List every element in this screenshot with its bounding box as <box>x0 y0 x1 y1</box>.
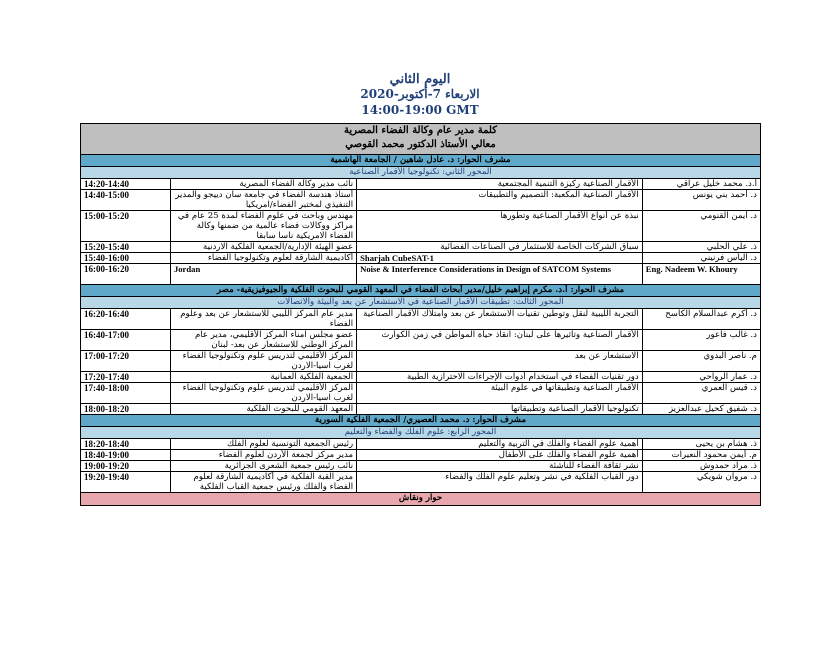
talk-title: أهمية علوم الفضاء والفلك في التربية والتعليم <box>357 439 643 450</box>
speaker-affiliation: أكاديمية الشارقة لعلوم وتكنولوجيا الفضاء <box>170 253 356 264</box>
speaker-affiliation: المعهد القومي للبحوث الفلكية <box>170 404 356 415</box>
schedule-row <box>81 351 761 372</box>
session1-moderator <box>81 155 761 167</box>
speaker-name: أ.د. محمد خليل عراقي <box>642 179 760 190</box>
speaker-name: د. شفيق كحيل عبدالعزيز <box>642 404 760 415</box>
day-title: اليوم الثاني <box>389 72 451 87</box>
time-line: 14:00-19:00 GMT <box>361 103 479 117</box>
talk-title: الأقمار الصناعية وتطبيقاتها في علوم البيئة <box>357 383 643 404</box>
speaker-name: د. الياس فرنيني <box>642 253 760 264</box>
session-time: 16:40-17:00 <box>81 330 171 351</box>
session2-moderator-text: مشرف الحوار: أ.د. مكرم إبراهيم خليل/مدير أبحاث الفضاء في المعهد القومي للبحوث الفلكية والجيوفيزيقية- مصر <box>81 285 761 297</box>
session1-axis-text: المحور الثاني: تكنولوجيا الأقمار الصناعية <box>81 167 761 179</box>
speaker-name: ذ. هشام بن يحيى <box>642 439 760 450</box>
opening-row <box>81 124 761 155</box>
session-time: 17:00-17:20 <box>81 351 171 372</box>
session-time: 16:20-16:40 <box>81 309 171 330</box>
talk-title: الأقمار الصناعية ركيزة التنمية المجتمعية <box>357 179 643 190</box>
speaker-name: د. عمار الرواحي <box>642 372 760 383</box>
speaker-affiliation: نائب مدير وكالة الفضاء المصرية <box>170 179 356 190</box>
schedule-row <box>81 253 761 264</box>
session-time: 15:40-16:00 <box>81 253 171 264</box>
talk-title: دور تقنيات الفضاء في استخدام أدوات الإجراءات الاحترازية الطبية <box>357 372 643 383</box>
schedule-row <box>81 264 761 285</box>
session-time: 15:00-15:20 <box>81 211 171 242</box>
schedule-row <box>81 330 761 351</box>
speaker-affiliation: مدير عام المركز الليبي للاستشعار عن بعد وعلوم الفضاء <box>170 309 356 330</box>
closing-row-text: حوار ونقاش <box>81 493 761 506</box>
schedule-row <box>81 472 761 493</box>
talk-title: Noise & Interference Considerations in Design of SATCOM Systems <box>357 264 643 285</box>
speaker-name: د. أحمد بني يونس <box>642 190 760 211</box>
speaker-name: د. أكرم عبدالسلام الكاسح <box>642 309 760 330</box>
date-line: الاربعاء 7-أكتوبر-2020 <box>360 87 480 101</box>
talk-title: نبذة عن أنواع الأقمار الصناعية وتطورها <box>357 211 643 242</box>
schedule-row <box>81 461 761 472</box>
speaker-affiliation: مدير مركز لجمعة الأردن لعلوم الفضاء <box>170 450 356 461</box>
speaker-affiliation: مدير القبة الفلكية في أكاديمية الشارقة لعلوم الفضاء والفلك ورئيس جمعية القباب الفلكية <box>170 472 356 493</box>
talk-title: الأقمار الصناعية المكعبة: التصميم والتطبيقات <box>357 190 643 211</box>
session-time: 15:20-15:40 <box>81 242 171 253</box>
schedule-row <box>81 179 761 190</box>
session-time: 17:40-18:00 <box>81 383 171 404</box>
speaker-name: د. قيس العمري <box>642 383 760 404</box>
speaker-name: Eng. Nadeem W. Khoury <box>642 264 760 285</box>
session3-axis <box>81 427 761 439</box>
schedule-row <box>81 439 761 450</box>
speaker-affiliation: الجمعية الفلكية العمانية <box>170 372 356 383</box>
opening-line2: معالي الأستاذ الدكتور محمد القوصي <box>345 139 496 150</box>
schedule-row <box>81 190 761 211</box>
session-time: 14:20-14:40 <box>81 179 171 190</box>
talk-title: أهمية علوم الفضاء والفلك على الأطفال <box>357 450 643 461</box>
schedule-row <box>81 450 761 461</box>
closing-row <box>81 493 761 506</box>
session1-axis <box>81 167 761 179</box>
session2-axis <box>81 297 761 309</box>
session3-axis-text: المحور الرابع: علوم الفلك والفضاء والتعليم <box>81 427 761 439</box>
speaker-affiliation: رئيس الجمعية التونسية لعلوم الفلك <box>170 439 356 450</box>
session2-moderator <box>81 285 761 297</box>
talk-title: دور القباب الفلكية في نشر وتعليم علوم الفلك والفضاء <box>357 472 643 493</box>
session1-moderator-text: مشرف الحوار: د. عادل شاهين / الجامعة الهاشمية <box>81 155 761 167</box>
speaker-name: د. أيمن القنومي <box>642 211 760 242</box>
session-time: 19:20-19:40 <box>81 472 171 493</box>
speaker-affiliation: Jordan <box>170 264 356 285</box>
session-time: 18:00-18:20 <box>81 404 171 415</box>
speaker-affiliation: المركز الأقليمي لتدريس علوم وتكنولوجيا الفضاء لغرب اسيا-الاردن <box>170 383 356 404</box>
talk-title: نشر ثقافة الفضاء للناشئة <box>357 461 643 472</box>
speaker-affiliation: عضو مجلس امناء المركز الأقليمي، مدير عام المركز الوطني للاستشعار عن بعد- لبنان <box>170 330 356 351</box>
speaker-affiliation: مهندس وباحث في علوم الفضاء لمدة 25 عام في مراكز ووكالات فضاء عالمية من ضمنها وكالة الفضاء الامريكية ناسا سابقا <box>170 211 356 242</box>
talk-title: تكنولوجيا الأقمار الصناعية وتطبيقاتها <box>357 404 643 415</box>
opening-line1: كلمة مدير عام وكالة الفضاء المصرية <box>343 125 498 136</box>
session-time: 14:40-15:00 <box>81 190 171 211</box>
speaker-name: د. مروان شويكي <box>642 472 760 493</box>
talk-title: الأقمار الصناعية وتأثيرها على لبنان: انقاذ حياة المواطن في زمن الكوارث <box>357 330 643 351</box>
schedule-row <box>81 242 761 253</box>
session-time: 18:20-18:40 <box>81 439 171 450</box>
talk-title: الاستشعار عن بعد <box>357 351 643 372</box>
session-time: 16:00-16:20 <box>81 264 171 285</box>
session-time: 18:40-19:00 <box>81 450 171 461</box>
talk-title: التجربة الليبية لنقل وتوطين تقنيات الاستشعار عن بعد وامتلاك الأقمار الصناعية <box>357 309 643 330</box>
schedule-row <box>81 372 761 383</box>
schedule-row <box>81 383 761 404</box>
speaker-affiliation: المركز الأقليمي لتدريس علوم وتكنولوجيا الفضاء لغرب اسيا-الاردن <box>170 351 356 372</box>
speaker-affiliation: نائب رئيس جمعية الشعرى الجزائرية <box>170 461 356 472</box>
session3-moderator-text: مشرف الحوار: د. محمد العصيري/ الجمعية الفلكية السورية <box>81 415 761 427</box>
speaker-name: م. أيمن محمود النعيرات <box>642 450 760 461</box>
speaker-name: ذ. مراد حمدوش <box>642 461 760 472</box>
session-time: 19:00-19:20 <box>81 461 171 472</box>
schedule-row <box>81 211 761 242</box>
schedule-table <box>80 123 761 506</box>
schedule-row <box>81 309 761 330</box>
session3-moderator <box>81 415 761 427</box>
talk-title: سباق الشركات الخاصة للاستثمار في الصناعات الفضائية <box>357 242 643 253</box>
speaker-name: م. ناصر البدوي <box>642 351 760 372</box>
talk-title: Sharjah CubeSAT-1 <box>357 253 643 264</box>
speaker-affiliation: أستاذ هندسة الفضاء في جامعة سان دييجو والمدير التنفيذي لمختبر الفضاء/امريكيا <box>170 190 356 211</box>
speaker-name: ذ. علي الحلبي <box>642 242 760 253</box>
schedule-row <box>81 404 761 415</box>
speaker-name: د. غالب فاعور <box>642 330 760 351</box>
speaker-affiliation: عضو الهيئة الإدارية/الجمعية الفلكية الاردنية <box>170 242 356 253</box>
session-time: 17:20-17:40 <box>81 372 171 383</box>
session2-axis-text: المحور الثالث: تطبيقات الأقمار الصناعية في الاستشعار عن بعد والبيئة والاتصالات <box>81 297 761 309</box>
